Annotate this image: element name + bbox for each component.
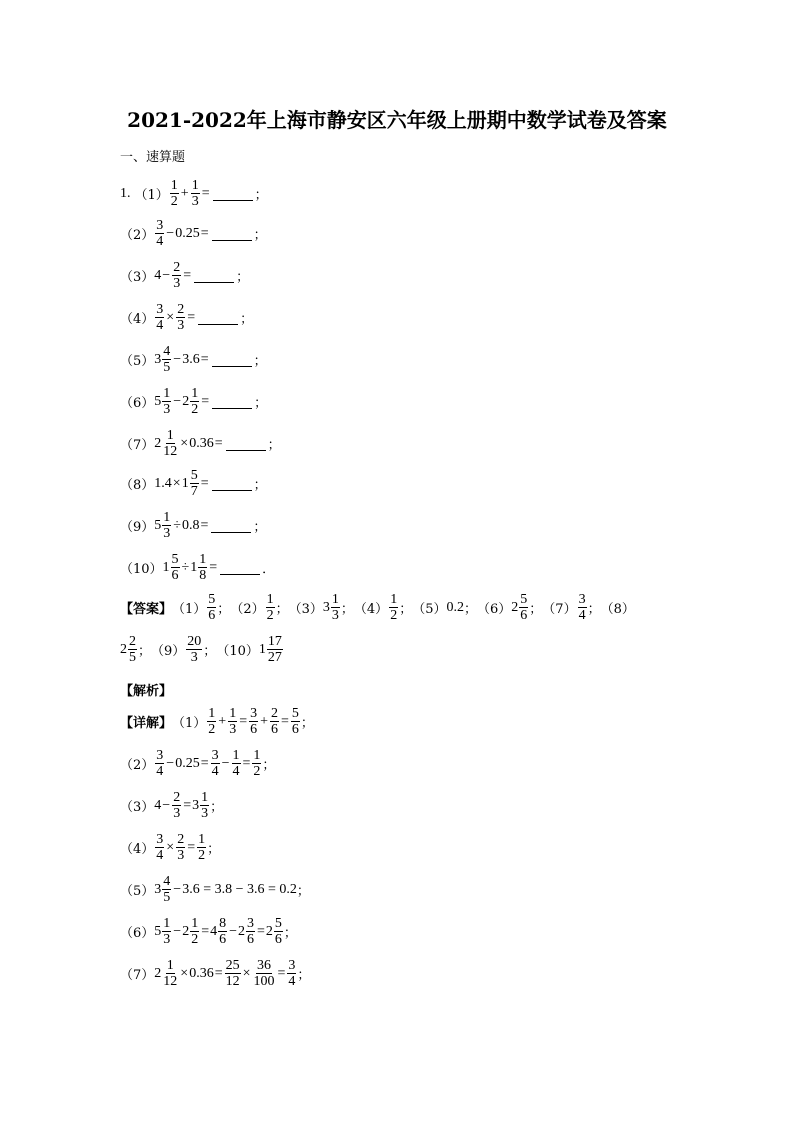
label: （7）: [542, 602, 577, 617]
fraction: $\frac{1}{12}$: [163, 428, 178, 459]
punct: ；: [296, 884, 310, 899]
op: =: [201, 185, 210, 201]
op: −: [173, 393, 182, 409]
answer-blank: [211, 518, 251, 533]
fraction: $\frac{2}{3}$: [173, 260, 181, 291]
question-1-7: （7） 2 $\frac{1}{12}$ × 0.36 = ；: [120, 428, 281, 459]
punct: ；: [207, 842, 221, 857]
op: =: [209, 559, 218, 575]
question-1-5: （5） 3 $\frac{4}{5}$ − 3.6 = ；: [120, 344, 267, 375]
punct: ；: [236, 270, 250, 285]
punct: ；: [253, 354, 267, 369]
op: =: [200, 351, 209, 367]
label: （3）: [288, 602, 323, 617]
punct: ；: [297, 968, 311, 983]
fraction: $\frac{1}{3}$: [163, 510, 171, 541]
num: 2: [511, 599, 519, 615]
label: （10）: [120, 562, 163, 577]
fraction: $\frac{3}{4}$: [156, 218, 164, 249]
answer-blank: [212, 476, 252, 491]
op: −: [162, 267, 171, 283]
label: （2）: [230, 602, 265, 617]
label: （7）: [120, 968, 155, 983]
fraction: $\frac{1}{2}$: [266, 592, 274, 623]
answer-blank: [194, 268, 234, 283]
label: （5）: [412, 602, 447, 617]
analysis-label: 【解析】: [120, 684, 173, 699]
punct: ；: [210, 800, 224, 815]
punct: ；: [138, 644, 152, 659]
analysis-heading: [120, 680, 172, 699]
fraction: $\frac{5}{7}$: [190, 468, 198, 499]
punct: ；: [254, 396, 268, 411]
detail-2: （2） $\frac{3}{4}$ − 0.25 = $\frac{3}{4}$ − $\frac{1}{4}$ = $\frac{1}{2}$ ；: [120, 748, 276, 779]
label: （1）: [172, 716, 207, 731]
label: （7）: [120, 438, 155, 453]
label: （6）: [477, 602, 512, 617]
section-heading: [120, 146, 185, 165]
fraction: $\frac{1}{3}$: [331, 592, 339, 623]
answer-label: 【答案】: [120, 602, 173, 617]
op: =: [201, 393, 210, 409]
answer-line-1: [120, 592, 635, 623]
punct: ；: [587, 602, 601, 617]
op: =: [200, 475, 209, 491]
page-title: 2021-2022年上海市静安区六年级上册期中数学试卷及答案: [127, 108, 667, 132]
label: （4）: [120, 312, 155, 327]
section-text: 一、速算题: [120, 150, 186, 165]
answer-blank: [226, 436, 266, 451]
punct: ；: [217, 602, 231, 617]
punct: ；: [529, 602, 543, 617]
punct: ；: [267, 438, 281, 453]
punct: ；: [399, 602, 413, 617]
question-1-6: （6） 5 $\frac{1}{3}$ − 2 $\frac{1}{2}$ = ；: [120, 386, 268, 417]
answer-line-2: [120, 634, 284, 665]
op: ÷: [181, 559, 190, 575]
punct: ；: [254, 188, 268, 203]
fraction: $\frac{1}{3}$: [191, 178, 199, 209]
label: （3）: [120, 800, 155, 815]
op: −: [166, 225, 175, 241]
num: 1: [258, 641, 266, 657]
op: ×: [172, 475, 181, 491]
answer-blank: [220, 560, 260, 575]
punct: ．: [262, 562, 276, 577]
punct: ；: [253, 478, 267, 493]
detail-1: 【详解】 （1） $\frac{1}{2}$ + $\frac{1}{3}$ = $\frac{3}{6}$ + $\frac{2}{6}$ = $\frac{5}{6}$ ；: [120, 706, 314, 737]
op: =: [183, 267, 192, 283]
op: ×: [180, 435, 189, 451]
op: =: [200, 517, 209, 533]
fraction: $\frac{2}{3}$: [177, 302, 185, 333]
fraction: $\frac{1}{3}$: [163, 386, 171, 417]
label: （5）: [120, 884, 155, 899]
detail-5: （5） 3 $\frac{4}{5}$ − 3.6 = 3.8 − 3.6 = 0.2 ；: [120, 874, 310, 905]
label: （4）: [353, 602, 389, 617]
num: 0.2: [446, 599, 464, 615]
answer-blank: [212, 352, 252, 367]
detail-7: （7） 2 $\frac{1}{12}$ × 0.36 = $\frac{25}{12}$ × $\frac{36}{100}$ = $\frac{3}{4}$ ；: [120, 958, 311, 989]
label: （6）: [120, 396, 155, 411]
fraction: $\frac{2}{5}$: [129, 634, 136, 665]
answer-blank: [213, 186, 253, 201]
question-1-10: （10） 1 $\frac{5}{6}$ ÷ 1 $\frac{1}{8}$ = ．: [120, 552, 276, 583]
label: （10）: [216, 644, 259, 659]
op: =: [187, 309, 196, 325]
question-1-2: （2） $\frac{3}{4}$ − 0.25 = ；: [120, 218, 267, 249]
punct: ；: [463, 602, 477, 617]
label: （4）: [120, 842, 155, 857]
op: −: [173, 351, 182, 367]
label: （5）: [120, 354, 155, 369]
punct: ；: [300, 716, 314, 731]
fraction: $\frac{20}{3}$: [187, 634, 202, 665]
detail-label: 【详解】: [120, 716, 173, 731]
fraction: $\frac{1}{2}$: [191, 386, 199, 417]
punct: ；: [262, 758, 276, 773]
op: =: [214, 435, 223, 451]
question-1-1: [120, 178, 268, 209]
fraction: $\frac{1}{8}$: [199, 552, 207, 583]
label: （2）: [120, 758, 155, 773]
num: 2: [120, 641, 127, 657]
num: 3: [322, 599, 330, 615]
fraction: $\frac{17}{27}$: [267, 634, 282, 665]
fraction: $\frac{4}{5}$: [163, 344, 171, 375]
answer-blank: [212, 226, 252, 241]
answer-blank: [212, 394, 252, 409]
fraction: $\frac{5}{6}$: [208, 592, 216, 623]
label: （1）: [172, 602, 207, 617]
answer-blank: [198, 310, 238, 325]
punct: ；: [253, 228, 267, 243]
fraction: $\frac{3}{4}$: [578, 592, 586, 623]
op: ÷: [173, 517, 181, 533]
label: （3）: [120, 270, 155, 285]
punct: ；: [253, 520, 267, 535]
fraction: $\frac{1}{2}$: [390, 592, 398, 623]
op: =: [200, 225, 209, 241]
fraction: $\frac{5}{6}$: [171, 552, 179, 583]
punct: ；: [340, 602, 354, 617]
label: （8）: [600, 602, 635, 617]
detail-6: （6） 5 $\frac{1}{3}$ − 2 $\frac{1}{2}$ = 4 $\frac{8}{6}$ − 2 $\frac{3}{6}$ = 2 $\frac{5}{6}$ ；: [120, 916, 297, 947]
detail-3: （3） 4 − $\frac{2}{3}$ = 3 $\frac{1}{3}$ ；: [120, 790, 224, 821]
label: （8）: [120, 478, 155, 493]
op: +: [180, 185, 189, 201]
op: ×: [166, 309, 175, 325]
punct: ；: [283, 926, 297, 941]
detail-4: （4） $\frac{3}{4}$ × $\frac{2}{3}$ = $\frac{1}{2}$ ；: [120, 832, 221, 863]
punct: ；: [240, 312, 254, 327]
label: （9）: [151, 644, 186, 659]
label: （9）: [120, 520, 155, 535]
q-prefix: 1.: [120, 185, 131, 201]
fraction: $\frac{3}{4}$: [156, 302, 164, 333]
question-1-9: （9） 5 $\frac{1}{3}$ ÷ 0.8 = ；: [120, 510, 267, 541]
label: （6）: [120, 926, 155, 941]
question-1-8: （8） 1.4 × 1 $\frac{5}{7}$ = ；: [120, 468, 267, 499]
punct: ；: [203, 644, 217, 659]
question-1-3: （3） 4 − $\frac{2}{3}$ = ；: [120, 260, 250, 291]
question-1-4: [120, 302, 253, 333]
fraction: $\frac{5}{6}$: [520, 592, 528, 623]
fraction: $\frac{1}{2}$: [170, 178, 178, 209]
label: （1）: [134, 188, 169, 203]
punct: ；: [275, 602, 289, 617]
label: （2）: [120, 228, 155, 243]
